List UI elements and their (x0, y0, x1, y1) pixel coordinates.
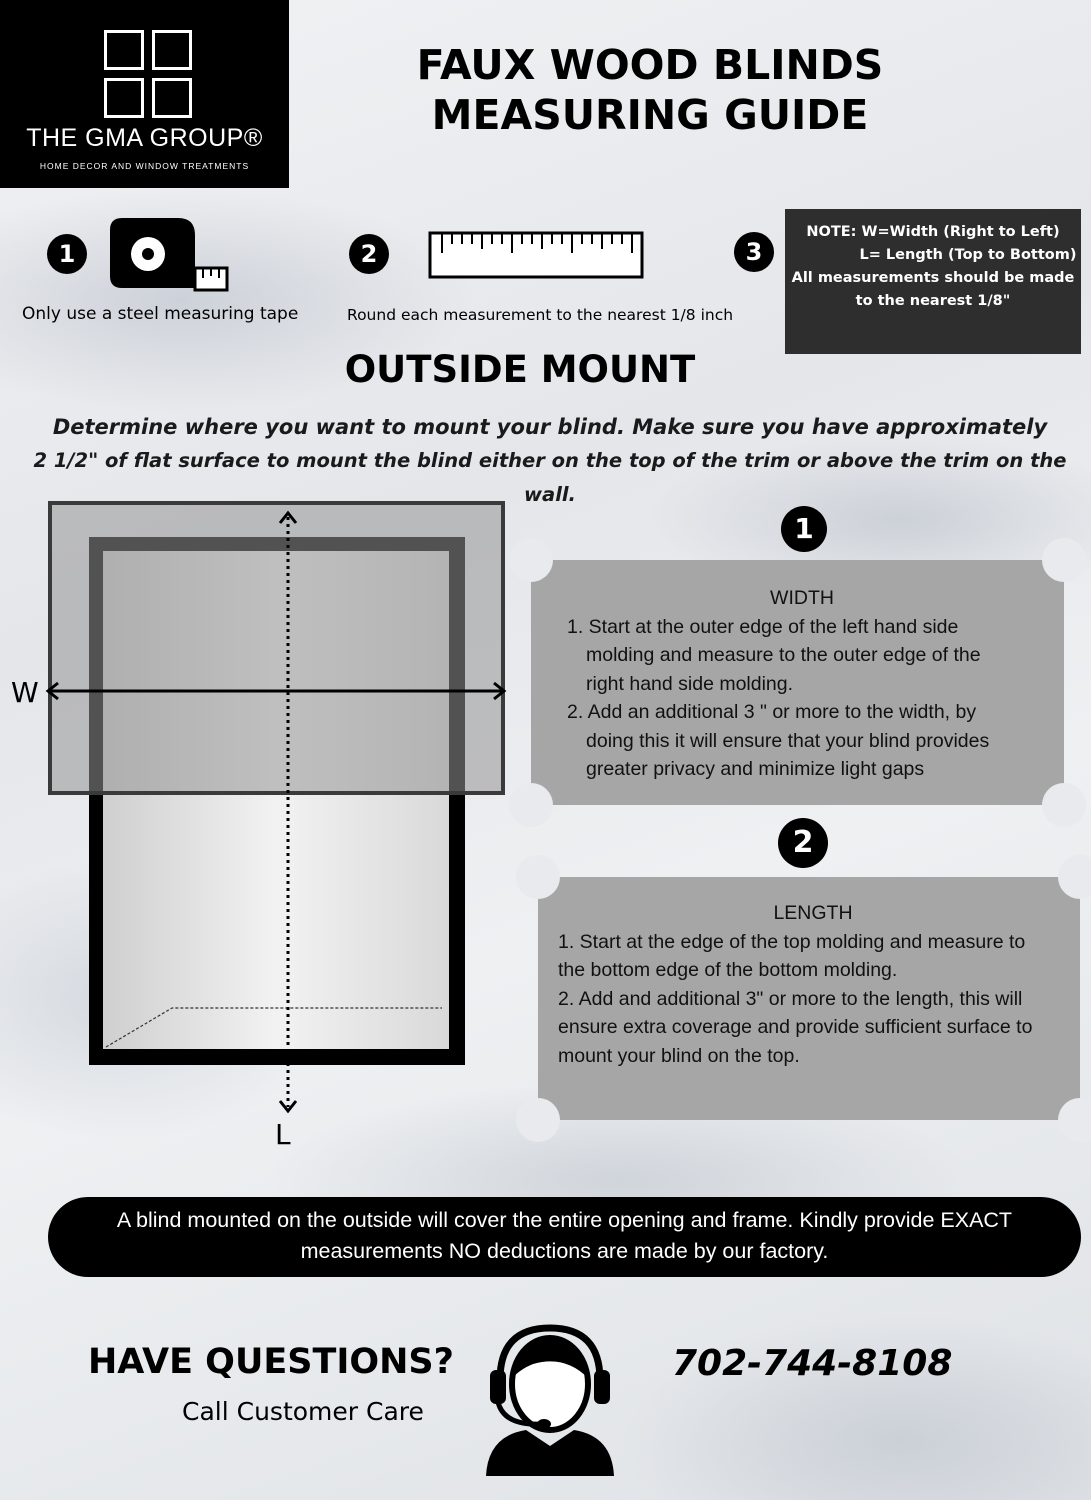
width-item-1b: molding and measure to the outer edge of the (586, 644, 981, 666)
customer-support-agent-icon (482, 1318, 618, 1478)
ruler-icon (428, 231, 644, 279)
note-box (785, 209, 1081, 353)
title-line-1: FAUX WOOD BLINDS (416, 41, 884, 89)
title-line-2: MEASURING GUIDE (431, 91, 869, 139)
note-line-3: All measurements should be made (791, 270, 1075, 286)
outside-mount-banner (48, 1197, 1081, 1277)
blind-overlay (50, 503, 503, 793)
width-item-2a: 2. Add an additional 3 " or more to the width, by (567, 701, 977, 723)
note-line-4: to the nearest 1/8" (855, 293, 1011, 309)
length-heading: LENGTH (773, 902, 853, 924)
banner-line-1: A blind mounted on the outside will cover the entire opening and frame. Kindly provide EXACT (116, 1208, 1013, 1232)
window-grid-logo-icon (104, 30, 196, 122)
width-card (531, 560, 1064, 805)
note-line-1: NOTE: W=Width (Right to Left) (806, 224, 1060, 240)
width-step-number: 1 (781, 506, 827, 552)
outside-mount-diagram (0, 495, 520, 1155)
section-title: OUTSIDE MOUNT (344, 348, 696, 391)
width-item-2c: greater privacy and minimize light gaps (586, 758, 925, 780)
width-label: W (11, 676, 39, 709)
company-logo (0, 0, 289, 188)
width-heading: WIDTH (770, 587, 834, 609)
length-line-4: ensure extra coverage and provide sufficient surface to (558, 1016, 1033, 1038)
length-label: L (275, 1118, 291, 1151)
step-3-number: 3 (734, 232, 774, 272)
width-item-1a: 1. Start at the outer edge of the left hand side (567, 615, 959, 638)
step-2-number: 2 (349, 234, 389, 274)
step-1-number: 1 (47, 234, 87, 274)
phone-number[interactable]: 702-744-8108 (672, 1343, 953, 1384)
intro-line-1: Determine where you want to mount your blind. Make sure you have approximately (52, 415, 1048, 439)
step-1-caption: Only use a steel measuring tape (22, 304, 299, 324)
brand-tagline: HOME DECOR AND WINDOW TREATMENTS (39, 161, 250, 171)
length-line-2: the bottom edge of the bottom molding. (558, 959, 898, 981)
width-item-1c: right hand side molding. (586, 672, 794, 695)
length-line-1: 1. Start at the edge of the top molding and measure to (558, 930, 1026, 953)
intro-line-2: 2 1/2" of flat surface to mount the blind either on the top of the trim or above the trim on the wall. (33, 449, 1067, 506)
length-step-number: 2 (778, 818, 828, 868)
length-line-5: mount your blind on the top. (558, 1044, 800, 1067)
length-line-3: 2. Add and additional 3" or more to the length, this will (558, 987, 1023, 1010)
note-box-bottom-edge (785, 342, 1081, 356)
note-line-2: L= Length (Top to Bottom) (859, 247, 1077, 263)
have-questions-heading: HAVE QUESTIONS? (88, 1342, 454, 1382)
step-2-caption: Round each measurement to the nearest 1/8 inch (347, 306, 734, 324)
banner-line-2: measurements NO deductions are made by our factory. (300, 1239, 829, 1263)
brand-name: THE GMA GROUP® (26, 124, 263, 152)
measuring-tape-icon (100, 210, 230, 300)
call-customer-care: Call Customer Care (182, 1397, 424, 1426)
length-card (538, 877, 1080, 1120)
page-title (330, 40, 970, 140)
width-item-2b: doing this it will ensure that your blind provides (586, 729, 990, 752)
